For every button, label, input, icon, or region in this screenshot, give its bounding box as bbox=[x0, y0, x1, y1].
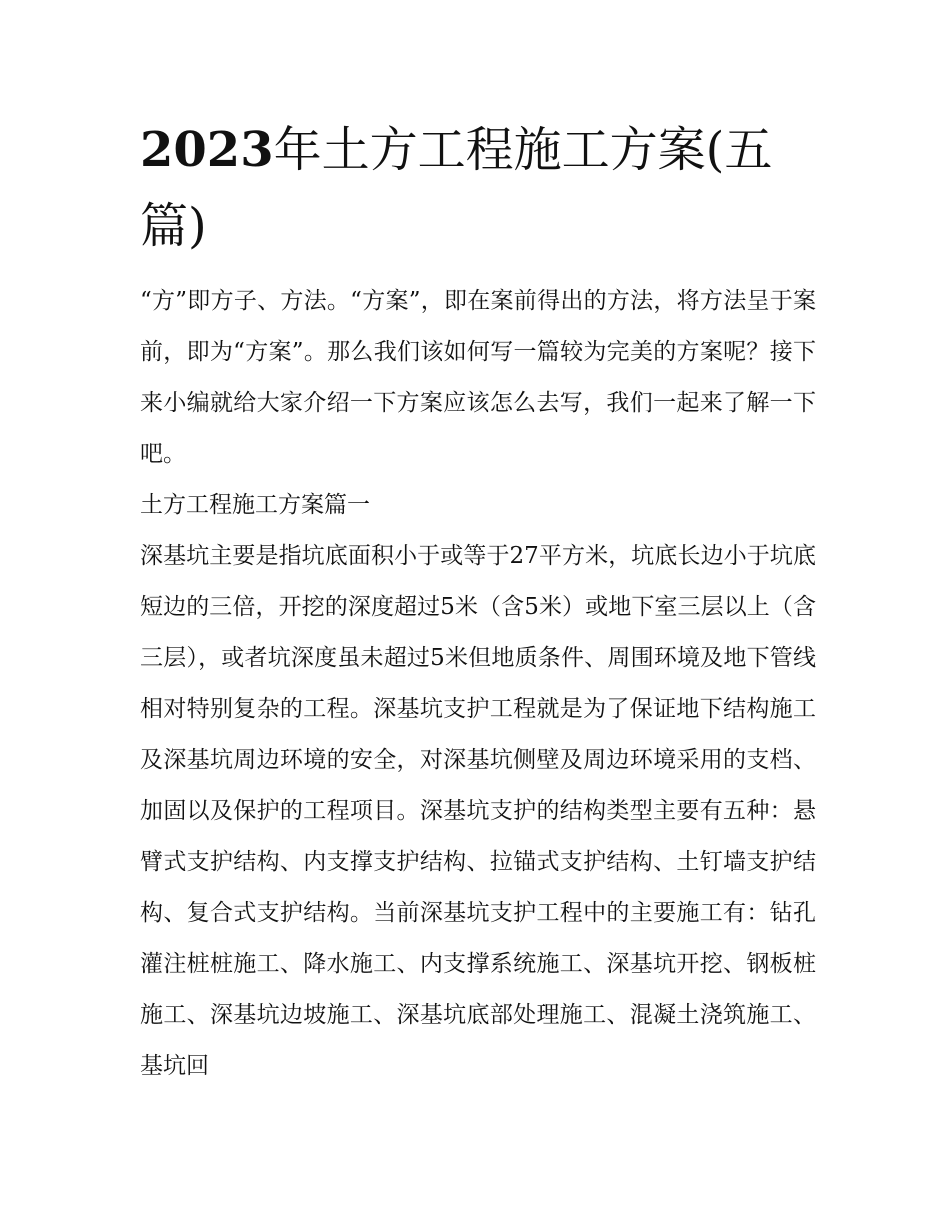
document-body bbox=[140, 276, 816, 1092]
intro-paragraph: “方”即方子、方法。“方案”，即在案前得出的方法，将方法呈于案前，即为“方案”。那么我们该如何写一篇较为完美的方案呢？接下来小编就给大家介绍一下方案应该怎么去写，我们一起来了解一下吧。 bbox=[140, 288, 816, 467]
title-year: 2023 bbox=[140, 122, 274, 178]
section-heading: 土方工程施工方案篇一 bbox=[140, 492, 370, 518]
section-paragraph: 深基坑主要是指坑底面积小于或等于27平方米，坑底长边小于坑底短边的三倍，开挖的深度超过5米（含5米）或地下室三层以上（含三层），或者坑深度虽未超过5米但地质条件、周围环境及地下管线相对特别复杂的工程。深基坑支护工程就是为了保证地下结构施工及深基坑周边环境的安全，对深基坑侧壁及周边环境采用的支档、加固以及保护的工程项目。深基坑支护的结构类型主要有五种：悬臂式支护结构、内支撑支护结构、拉锚式支护结构、土钉墙支护结构、复合式支护结构。当前深基坑支护工程中的主要施工有：钻孔灌注桩桩施工、降水施工、内支撑系统施工、深基坑开挖、钢板桩施工、深基坑边坡施工、深基坑底部处理施工、混凝土浇筑施工、基坑回 bbox=[140, 543, 816, 1079]
title-text: 年土方工程施工方案(五篇) bbox=[140, 122, 773, 254]
document-title bbox=[140, 112, 820, 264]
